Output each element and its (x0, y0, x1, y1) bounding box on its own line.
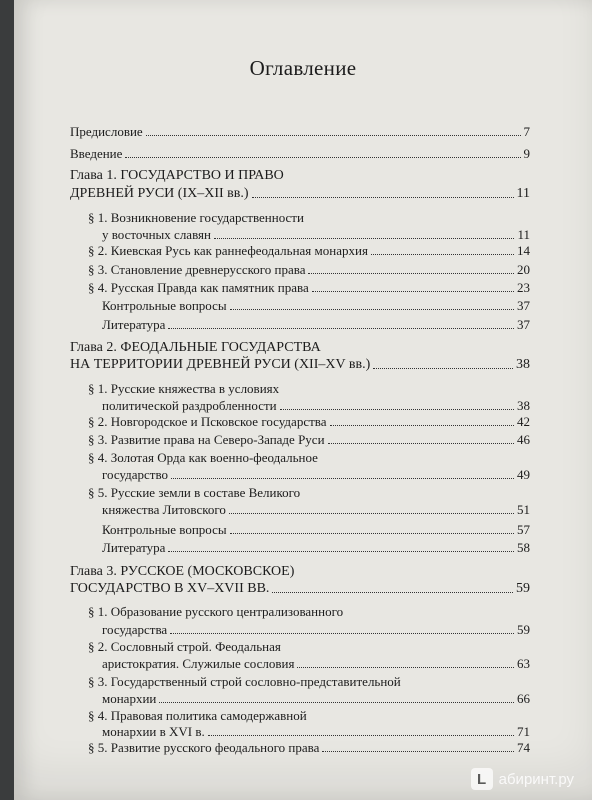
toc-ch1-s3[interactable]: § 3. Становление древнерусского права 20 (88, 262, 530, 277)
watermark-text: абиринт.ру (498, 770, 574, 788)
labirint-watermark (471, 768, 574, 790)
toc-title: Оглавление (249, 56, 357, 80)
toc-ch3-s2-line1[interactable]: § 2. Сословный строй. Феодальная (88, 639, 281, 654)
table-of-contents (14, 0, 592, 800)
book-page (14, 0, 592, 800)
toc-ch1-questions[interactable]: Контрольные вопросы 37 (102, 298, 530, 313)
toc-ch3-s1[interactable]: государства 59 (102, 622, 530, 637)
toc-ch3-s5[interactable]: § 5. Развитие русского феодального права 74 (88, 740, 530, 755)
toc-ch2-s1-line1[interactable]: § 1. Русские княжества в условиях (88, 381, 280, 396)
toc-chapter-2[interactable]: НА ТЕРРИТОРИИ ДРЕВНЕЙ РУСИ (XII–XV вв.) 38 (70, 357, 530, 372)
toc-ch3-s3[interactable]: монархии 66 (102, 691, 530, 706)
toc-ch2-s4[interactable]: государство 49 (102, 467, 530, 482)
toc-chapter-3-line1[interactable]: Глава 3. РУССКОЕ (МОСКОВСКОЕ) (70, 564, 295, 579)
toc-ch1-s1[interactable]: у восточных славян 11 (102, 227, 530, 242)
toc-ch1-s2[interactable]: § 2. Киевская Русь как раннефеодальная монархия 14 (88, 243, 530, 258)
toc-ch1-literature[interactable]: Литература 37 (102, 317, 530, 332)
toc-chapter-1-line1[interactable]: Глава 1. ГОСУДАРСТВО И ПРАВО (70, 168, 284, 183)
toc-ch2-s4-line1[interactable]: § 4. Золотая Орда как военно-феодальное (88, 450, 318, 465)
toc-ch3-s1-line1[interactable]: § 1. Образование русского централизованного (88, 604, 344, 619)
toc-ch3-s3-line1[interactable]: § 3. Государственный строй сословно-представительной (88, 674, 401, 689)
toc-ch1-s1-line1[interactable]: § 1. Возникновение государственности (88, 210, 304, 225)
toc-ch1-s4[interactable]: § 4. Русская Правда как памятник права 23 (88, 280, 530, 295)
toc-chapter-2-line1[interactable]: Глава 2. ФЕОДАЛЬНЫЕ ГОСУДАРСТВА (70, 340, 321, 355)
toc-ch2-questions[interactable]: Контрольные вопросы 57 (102, 522, 530, 537)
toc-entry-preface[interactable]: Предисловие 7 (70, 124, 530, 139)
toc-ch2-s2[interactable]: § 2. Новгородское и Псковское государства 42 (88, 414, 530, 429)
toc-ch2-s3[interactable]: § 3. Развитие права на Северо-Западе Руси 46 (88, 432, 530, 447)
toc-ch2-s5[interactable]: княжества Литовского 51 (102, 502, 530, 517)
toc-entry-intro[interactable]: Введение 9 (70, 146, 530, 161)
labirint-logo-icon: L (471, 768, 493, 790)
toc-ch2-s5-line1[interactable]: § 5. Русские земли в составе Великого (88, 485, 301, 500)
toc-ch3-s2[interactable]: аристократия. Служилые сословия 63 (102, 656, 530, 671)
toc-ch3-s4-line1[interactable]: § 4. Правовая политика самодержавной (88, 708, 307, 723)
toc-ch3-s4[interactable]: монархии в XVI в. 71 (102, 724, 530, 739)
toc-ch2-s1[interactable]: политической раздробленности 38 (102, 398, 530, 413)
toc-chapter-1[interactable]: ДРЕВНЕЙ РУСИ (IX–XII вв.) 11 (70, 186, 530, 201)
toc-chapter-3[interactable]: ГОСУДАРСТВО В XV–XVII ВВ. 59 (70, 581, 530, 596)
toc-ch2-literature[interactable]: Литература 58 (102, 540, 530, 555)
